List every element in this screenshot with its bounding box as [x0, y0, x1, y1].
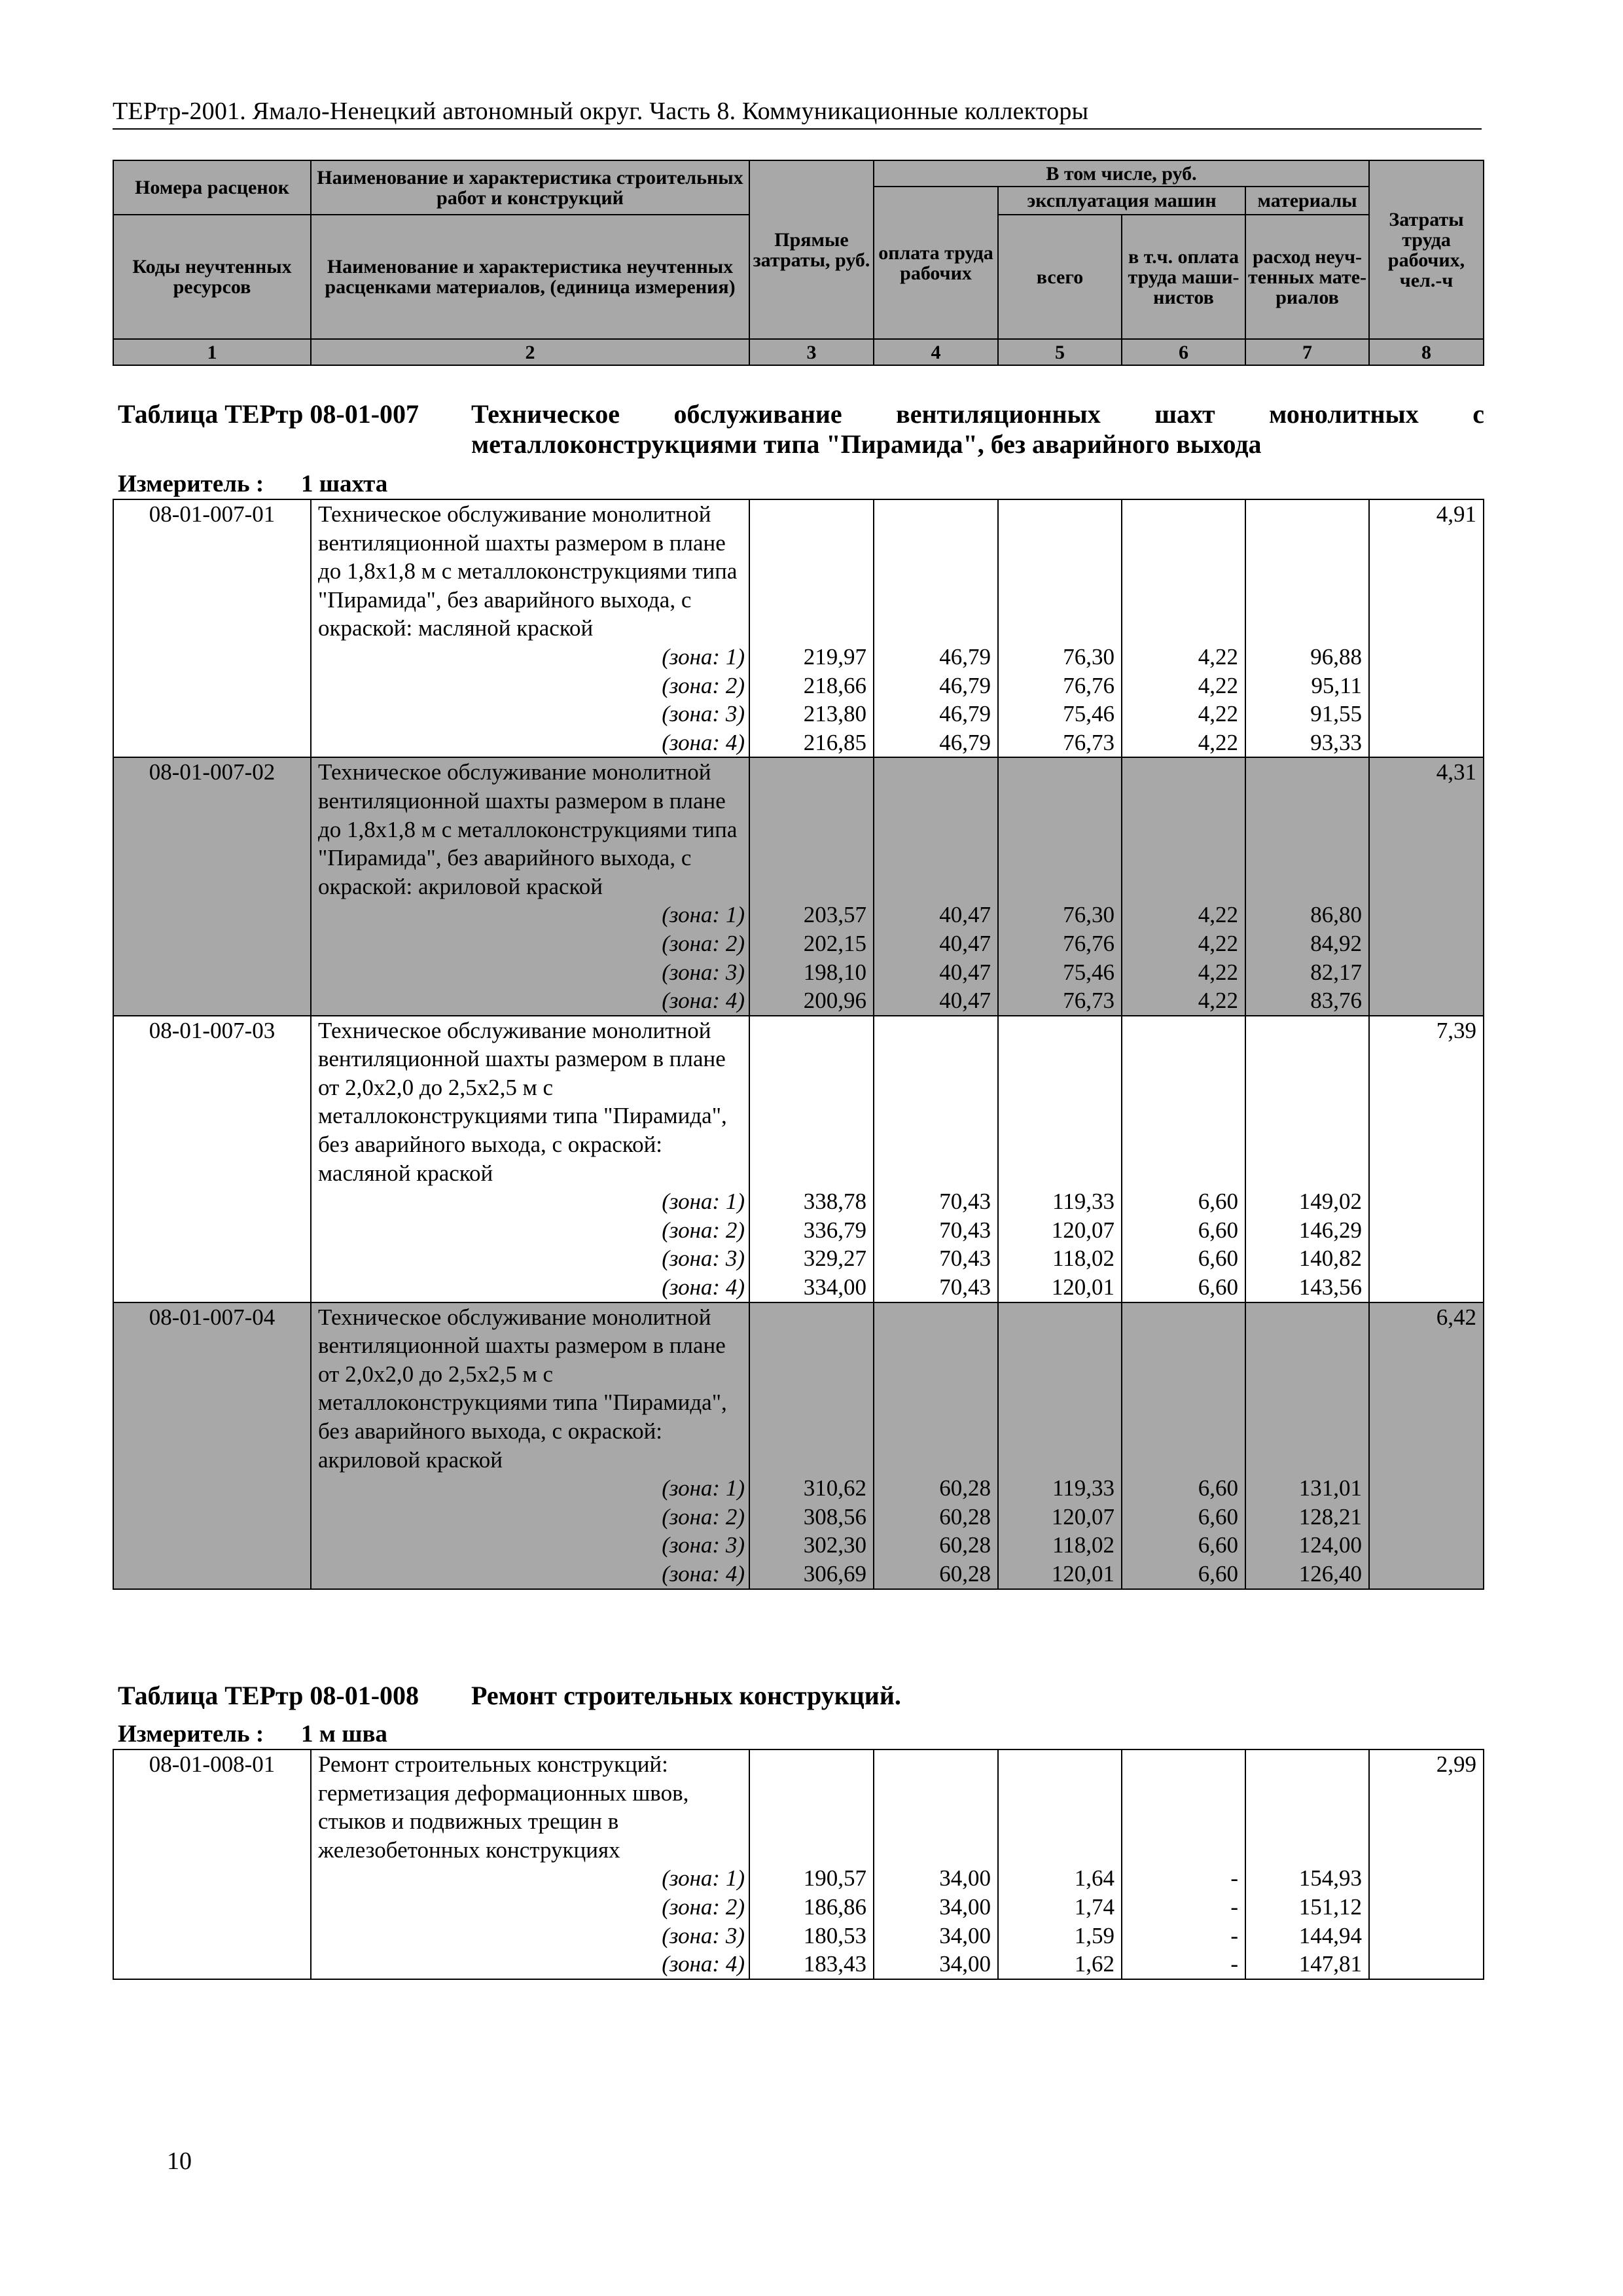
- zone-label: (зона: 2): [662, 672, 745, 698]
- zone-label: (зона: 2): [662, 1893, 745, 1920]
- rate-row: [113, 757, 1484, 1015]
- col-num: 1: [113, 339, 311, 365]
- mat-value: 154,93: [1298, 1865, 1362, 1892]
- rate-description: [311, 1749, 749, 1979]
- col-machpay: [1122, 757, 1245, 1015]
- pay-value: 34,00: [939, 1865, 991, 1892]
- col-num: 8: [1369, 339, 1484, 365]
- col-pay: [874, 1302, 998, 1589]
- col-mach: [998, 1302, 1122, 1589]
- mach-value: 1,64: [1074, 1865, 1115, 1892]
- zone-label: (зона: 3): [662, 1922, 745, 1948]
- labor-value: 4,31: [1369, 757, 1484, 1015]
- pay-value: 34,00: [939, 1893, 991, 1920]
- header-rule: [113, 128, 1482, 130]
- col-mat: [1245, 1016, 1369, 1302]
- zone-label: (зона: 4): [662, 1274, 745, 1300]
- machpay-value: 6,60: [1198, 1274, 1238, 1300]
- pay-value: 60,28: [939, 1503, 991, 1530]
- mat-value: 124,00: [1298, 1532, 1362, 1558]
- pay-value: 40,47: [939, 959, 991, 985]
- measure-label: Измеритель :: [118, 471, 264, 497]
- col-direct: [749, 757, 874, 1015]
- mach-value: 76,76: [1063, 672, 1115, 698]
- measure-value: 1 м шва: [301, 1721, 387, 1748]
- zone-label: (зона: 1): [662, 643, 745, 670]
- mat-value: 95,11: [1311, 672, 1362, 698]
- col-machinist-pay: в т.ч. оплата труда маши-нистов: [1122, 215, 1245, 339]
- col-including: В том числе, руб.: [874, 160, 1369, 187]
- zone-label: (зона: 4): [662, 988, 745, 1014]
- col-work-name: Наименование и характеристика строительных работ и конструкций: [311, 160, 749, 215]
- table-caption: Ремонт строительных конструкций.: [471, 1681, 901, 1710]
- col-mat: [1245, 1749, 1369, 1979]
- col-resource-codes: Коды неучтенных ресурсов: [113, 215, 311, 339]
- col-num: 2: [311, 339, 749, 365]
- pay-value: 70,43: [939, 1274, 991, 1300]
- pay-value: 60,28: [939, 1532, 991, 1558]
- mat-value: 93,33: [1310, 729, 1362, 755]
- mach-value: 120,07: [1051, 1217, 1115, 1243]
- mach-value: 76,30: [1063, 902, 1115, 928]
- mat-value: 146,29: [1298, 1217, 1362, 1243]
- col-machpay: [1122, 499, 1245, 757]
- direct-value: 306,69: [803, 1560, 866, 1587]
- mat-value: 147,81: [1298, 1951, 1362, 1977]
- machpay-value: -: [1230, 1865, 1238, 1892]
- machpay-value: 6,60: [1198, 1532, 1238, 1558]
- rate-description-text: Техническое обслуживание монолитной вентиляционной шахты размером в плане от 2,0х2,0 до 2,5х2,5 м с металлоконструкциями типа "Пирамида", без аварийного выхода, с окраской: масляной краской: [318, 1017, 727, 1186]
- zone-label: (зона: 3): [662, 1246, 745, 1272]
- machpay-value: 6,60: [1198, 1475, 1238, 1501]
- col-num: 3: [749, 339, 874, 365]
- machpay-value: 4,22: [1198, 729, 1238, 755]
- machpay-value: 6,60: [1198, 1246, 1238, 1272]
- pay-value: 70,43: [939, 1217, 991, 1243]
- zone-label: (зона: 4): [662, 1951, 745, 1977]
- direct-value: 183,43: [803, 1951, 866, 1977]
- machpay-value: -: [1230, 1922, 1238, 1948]
- labor-value: 6,42: [1369, 1302, 1484, 1589]
- zone-label: (зона: 1): [662, 1865, 745, 1892]
- machpay-value: -: [1230, 1951, 1238, 1977]
- mach-value: 1,59: [1074, 1922, 1115, 1948]
- direct-value: 198,10: [803, 959, 866, 985]
- pay-value: 34,00: [939, 1922, 991, 1948]
- col-pay: [874, 1016, 998, 1302]
- mach-value: 120,01: [1051, 1274, 1115, 1300]
- zone-label: (зона: 3): [662, 959, 745, 985]
- col-mach: [998, 1016, 1122, 1302]
- mat-value: 86,80: [1310, 902, 1362, 928]
- zone-label: (зона: 3): [662, 1532, 745, 1558]
- direct-value: 338,78: [803, 1189, 866, 1215]
- pay-value: 34,00: [939, 1951, 991, 1977]
- col-mat: [1245, 499, 1369, 757]
- direct-value: 186,86: [803, 1893, 866, 1920]
- col-rate-numbers: Номера расценок: [113, 160, 311, 215]
- col-mach: [998, 757, 1122, 1015]
- rate-description: [311, 1016, 749, 1302]
- table-number: Таблица ТЕРтр 08-01-008: [118, 1681, 419, 1710]
- pay-value: 46,79: [939, 729, 991, 755]
- col-labor-costs: Затраты труда рабочих, чел.-ч: [1369, 160, 1484, 339]
- col-machine-total: всего: [998, 215, 1122, 339]
- rate-description: [311, 757, 749, 1015]
- zone-label: (зона: 2): [662, 1503, 745, 1530]
- mat-value: 91,55: [1310, 701, 1362, 727]
- zone-label: (зона: 3): [662, 701, 745, 727]
- col-pay: [874, 1749, 998, 1979]
- machpay-value: 6,60: [1198, 1560, 1238, 1587]
- col-direct: [749, 1016, 874, 1302]
- measure-value: 1 шахта: [301, 471, 388, 497]
- machpay-value: 4,22: [1198, 959, 1238, 985]
- rates-table-08-01-007: [113, 499, 1484, 1590]
- rates-table-08-01-008: [113, 1749, 1484, 1980]
- col-direct: [749, 1302, 874, 1589]
- table-caption: Техническое обслуживание вентиляционных шахт монолитных с металлоконструкциями типа "Пирамида", без аварийного выхода: [471, 399, 1484, 459]
- machpay-value: 6,60: [1198, 1503, 1238, 1530]
- labor-value: 2,99: [1369, 1749, 1484, 1979]
- col-material-name: Наименование и характеристика неучтенных расценками материалов, (единица измерения): [311, 215, 749, 339]
- zone-label: (зона: 1): [662, 902, 745, 928]
- col-materials: материалы: [1245, 187, 1369, 215]
- rate-description-text: Техническое обслуживание монолитной вентиляционной шахты размером в плане до 1,8х1,8 м с металлоконструкциями типа "Пирамида", без аварийного выхода, с окраской: масляной краской: [318, 501, 738, 641]
- col-direct-costs: Прямые затраты, руб.: [749, 160, 874, 339]
- mach-value: 118,02: [1052, 1532, 1115, 1558]
- direct-value: 336,79: [803, 1217, 866, 1243]
- direct-value: 180,53: [803, 1922, 866, 1948]
- rate-description-text: Техническое обслуживание монолитной вентиляционной шахты размером в плане до 1,8х1,8 м с металлоконструкциями типа "Пирамида", без аварийного выхода, с окраской: акриловой краской: [318, 759, 738, 899]
- pay-value: 70,43: [939, 1246, 991, 1272]
- rate-code: 08-01-007-01: [113, 499, 311, 757]
- col-num: 7: [1245, 339, 1369, 365]
- col-mat: [1245, 757, 1369, 1015]
- machpay-value: 4,22: [1198, 988, 1238, 1014]
- mach-value: 120,07: [1051, 1503, 1115, 1530]
- rate-row: [113, 499, 1484, 757]
- table-number: Таблица ТЕРтр 08-01-007: [118, 399, 419, 429]
- rate-description-text: Техническое обслуживание монолитной вентиляционной шахты размером в плане от 2,0х2,0 до 2,5х2,5 м с металлоконструкциями типа "Пирамида", без аварийного выхода, с окраской: акриловой краской: [318, 1304, 727, 1473]
- col-pay: [874, 499, 998, 757]
- mat-value: 131,01: [1298, 1475, 1362, 1501]
- pay-value: 40,47: [939, 902, 991, 928]
- mat-value: 149,02: [1298, 1189, 1362, 1215]
- mach-value: 75,46: [1063, 959, 1115, 985]
- mat-value: 143,56: [1298, 1274, 1362, 1300]
- rate-code: 08-01-008-01: [113, 1749, 311, 1979]
- mat-value: 96,88: [1310, 643, 1362, 670]
- col-mat: [1245, 1302, 1369, 1589]
- pay-value: 70,43: [939, 1189, 991, 1215]
- mach-value: 76,73: [1063, 988, 1115, 1014]
- machpay-value: 6,60: [1198, 1217, 1238, 1243]
- col-machine-operation: эксплуатация машин: [998, 187, 1245, 215]
- mach-value: 75,46: [1063, 701, 1115, 727]
- mat-value: 84,92: [1310, 930, 1362, 956]
- col-unaccounted-materials: расход неуч-тенных мате-риалов: [1245, 215, 1369, 339]
- rate-row: [113, 1302, 1484, 1589]
- rate-row: [113, 1749, 1484, 1979]
- zone-label: (зона: 2): [662, 1217, 745, 1243]
- direct-value: 203,57: [803, 902, 866, 928]
- mach-value: 120,01: [1051, 1560, 1115, 1587]
- mach-value: 76,76: [1063, 930, 1115, 956]
- col-mach: [998, 499, 1122, 757]
- zone-label: (зона: 2): [662, 930, 745, 956]
- mach-value: 76,73: [1063, 729, 1115, 755]
- mat-value: 144,94: [1298, 1922, 1362, 1948]
- direct-value: 219,97: [803, 643, 866, 670]
- pay-value: 60,28: [939, 1475, 991, 1501]
- mat-value: 151,12: [1298, 1893, 1362, 1920]
- direct-value: 334,00: [803, 1274, 866, 1300]
- mach-value: 119,33: [1052, 1475, 1115, 1501]
- pay-value: 40,47: [939, 930, 991, 956]
- direct-value: 302,30: [803, 1532, 866, 1558]
- rate-description-text: Ремонт строительных конструкций: герметизация деформационных швов, стыков и подвижных трещин в железобетонных конструкциях: [318, 1751, 689, 1863]
- zone-label: (зона: 1): [662, 1189, 745, 1215]
- machpay-value: 4,22: [1198, 902, 1238, 928]
- direct-value: 190,57: [803, 1865, 866, 1892]
- direct-value: 218,66: [803, 672, 866, 698]
- direct-value: 310,62: [803, 1475, 866, 1501]
- rate-description: [311, 1302, 749, 1589]
- measure-label: Измеритель :: [118, 1721, 264, 1748]
- col-machpay: [1122, 1749, 1245, 1979]
- pay-value: 40,47: [939, 988, 991, 1014]
- mat-value: 126,40: [1298, 1560, 1362, 1587]
- direct-value: 216,85: [803, 729, 866, 755]
- pay-value: 60,28: [939, 1560, 991, 1587]
- labor-value: 4,91: [1369, 499, 1484, 757]
- rate-code: 08-01-007-04: [113, 1302, 311, 1589]
- mat-value: 82,17: [1310, 959, 1362, 985]
- direct-value: 213,80: [803, 701, 866, 727]
- mach-value: 1,74: [1074, 1893, 1115, 1920]
- direct-value: 202,15: [803, 930, 866, 956]
- mach-value: 119,33: [1052, 1189, 1115, 1215]
- machpay-value: 4,22: [1198, 672, 1238, 698]
- col-worker-pay: оплата труда рабочих: [874, 187, 998, 339]
- rate-description: [311, 499, 749, 757]
- mach-value: 1,62: [1074, 1951, 1115, 1977]
- zone-label: (зона: 4): [662, 1560, 745, 1587]
- mat-value: 83,76: [1310, 988, 1362, 1014]
- col-machpay: [1122, 1016, 1245, 1302]
- col-num: 5: [998, 339, 1122, 365]
- col-machpay: [1122, 1302, 1245, 1589]
- machpay-value: -: [1230, 1893, 1238, 1920]
- col-direct: [749, 1749, 874, 1979]
- col-num: 4: [874, 339, 998, 365]
- running-header: ТЕРтр-2001. Ямало-Ненецкий автономный округ. Часть 8. Коммуникационные коллекторы: [113, 98, 1089, 125]
- rate-row: [113, 1016, 1484, 1302]
- direct-value: 329,27: [803, 1246, 866, 1272]
- rate-code: 08-01-007-02: [113, 757, 311, 1015]
- col-direct: [749, 499, 874, 757]
- mat-value: 128,21: [1298, 1503, 1362, 1530]
- pay-value: 46,79: [939, 643, 991, 670]
- machpay-value: 4,22: [1198, 701, 1238, 727]
- mat-value: 140,82: [1298, 1246, 1362, 1272]
- column-header-table: [113, 160, 1484, 366]
- direct-value: 308,56: [803, 1503, 866, 1530]
- col-num: 6: [1122, 339, 1245, 365]
- pay-value: 46,79: [939, 701, 991, 727]
- machpay-value: 4,22: [1198, 930, 1238, 956]
- rate-code: 08-01-007-03: [113, 1016, 311, 1302]
- mach-value: 118,02: [1052, 1246, 1115, 1272]
- col-mach: [998, 1749, 1122, 1979]
- page-number: 10: [167, 2147, 192, 2175]
- labor-value: 7,39: [1369, 1016, 1484, 1302]
- zone-label: (зона: 4): [662, 729, 745, 755]
- pay-value: 46,79: [939, 672, 991, 698]
- machpay-value: 6,60: [1198, 1189, 1238, 1215]
- direct-value: 200,96: [803, 988, 866, 1014]
- col-pay: [874, 757, 998, 1015]
- machpay-value: 4,22: [1198, 643, 1238, 670]
- zone-label: (зона: 1): [662, 1475, 745, 1501]
- mach-value: 76,30: [1063, 643, 1115, 670]
